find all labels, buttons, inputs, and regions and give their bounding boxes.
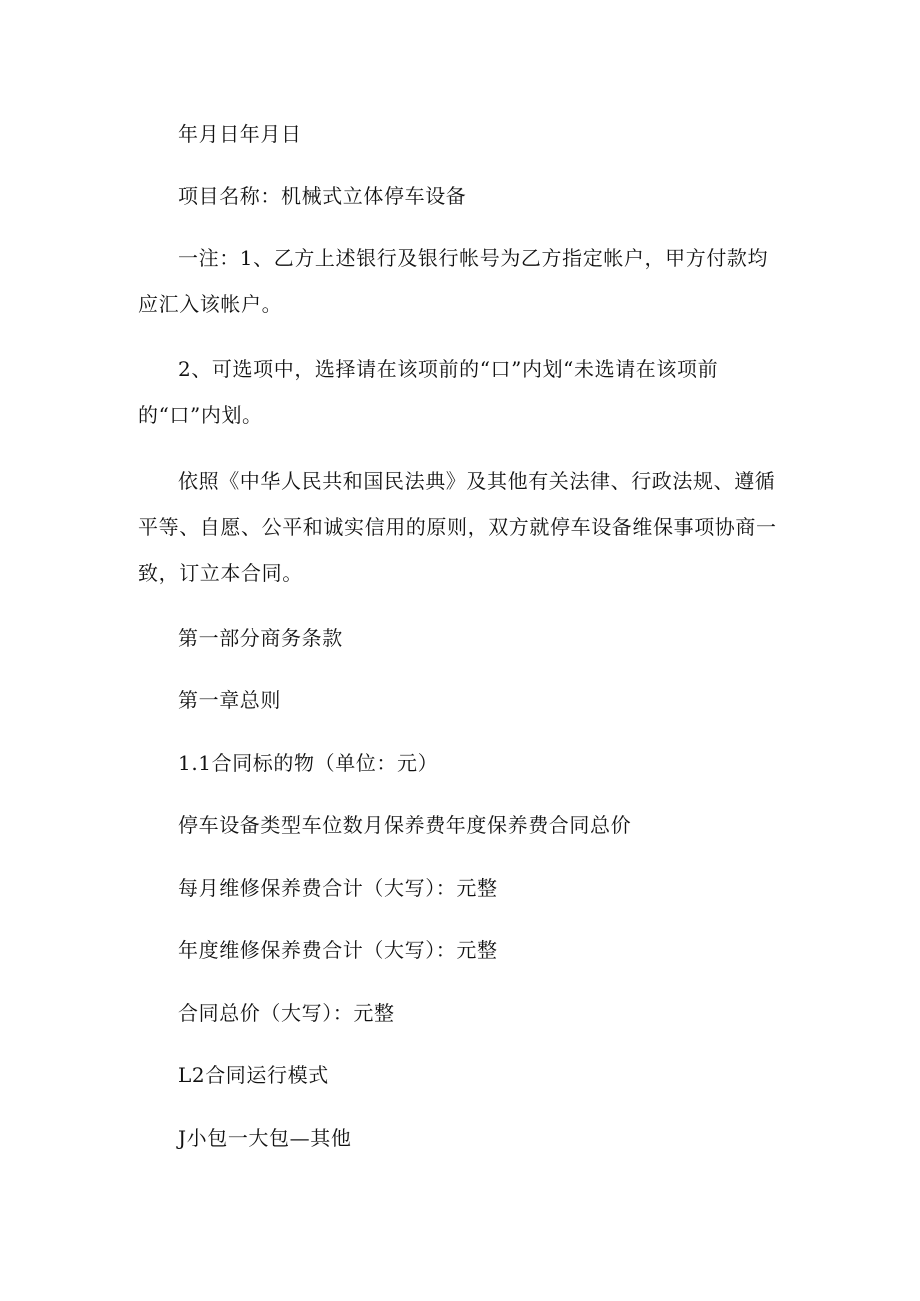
annual-fee-total: 年度维修保养费合计（大写）：元整: [178, 938, 498, 962]
clause-1-2: L2合同运行模式: [178, 1063, 329, 1087]
date-line: 年月日年月日: [178, 122, 302, 146]
clause-1-1: 1.1合同标的物（单位：元）: [178, 751, 439, 775]
part-heading: 第一部分商务条款: [178, 626, 343, 650]
contract-total-price: 合同总价（大写）：元整: [178, 1001, 395, 1025]
chapter-heading: 第一章总则: [178, 688, 281, 712]
project-name: 项目名称：机械式立体停车设备: [178, 184, 467, 208]
note-1: 一注：1、乙方上述银行及银行帐号为乙方指定帐户，甲方付款均应汇入该帐户。: [138, 246, 769, 316]
monthly-fee-total: 每月维修保养费合计（大写）：元整: [178, 876, 498, 900]
note-2: 2、可选项中，选择请在该项前的“口”内划“未选请在该项前的“口”内划。: [138, 357, 719, 427]
table-header-line: 停车设备类型车位数月保养费年度保养费合同总价: [178, 813, 632, 837]
preamble: 依照《中华人民共和国民法典》及其他有关法律、行政法规、遵循平等、自愿、公平和诚实信用的原则，双方就停车设备维保事项协商一致，订立本合同。: [138, 469, 777, 585]
operation-mode-options: J小包一大包—其他: [178, 1126, 352, 1150]
